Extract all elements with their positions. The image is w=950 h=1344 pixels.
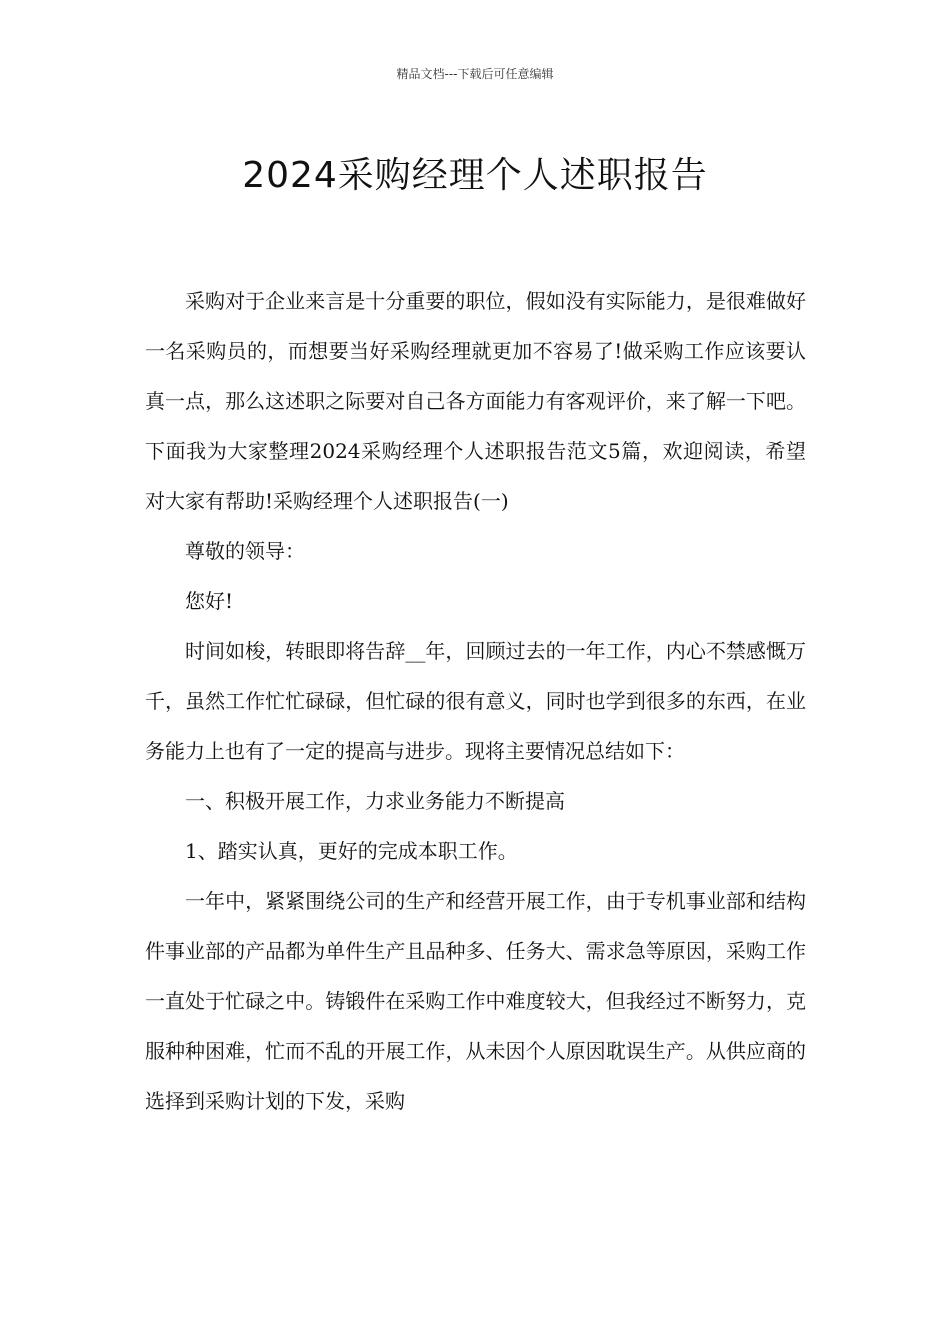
document-body xyxy=(145,276,806,1126)
header-note: 精品文档---下载后可任意编辑 xyxy=(396,67,554,81)
document-title: 2024采购经理个人述职报告 xyxy=(242,155,708,197)
section-heading-1: 一、积极开展工作，力求业务能力不断提高 xyxy=(185,789,565,813)
paragraph-intro: 采购对于企业来言是十分重要的职位，假如没有实际能力，是很难做好一名采购员的，而想要当好采购经理就更加不容易了!做采购工作应该要认真一点，那么这述职之际要对自己各方面能力有客观评价，来了解一下吧。下面我为大家整理2024采购经理个人述职报告范文5篇，欢迎阅读，希望对大家有帮助!采购经理个人述职报告(一) xyxy=(145,289,806,513)
paragraph-greeting: 您好! xyxy=(185,589,234,613)
subsection-heading-1: 1、踏实认真，更好的完成本职工作。 xyxy=(185,839,518,863)
paragraph-work-detail: 一年中，紧紧围绕公司的生产和经营开展工作，由于专机事业部和结构件事业部的产品都为单件生产且品种多、任务大、需求急等原因，采购工作一直处于忙碌之中。铸锻件在采购工作中难度较大，但我经过不断努力，克服种种困难，忙而不乱的开展工作，从未因个人原因耽误生产。从供应商的选择到采购计划的下发，采购 xyxy=(145,889,806,1113)
paragraph-summary: 时间如梭，转眼即将告辞__年，回顾过去的一年工作，内心不禁感慨万千，虽然工作忙忙碌碌，但忙碌的很有意义，同时也学到很多的东西，在业务能力上也有了一定的提高与进步。现将主要情况总结如下： xyxy=(145,639,806,763)
paragraph-salutation: 尊敬的领导： xyxy=(185,539,305,563)
